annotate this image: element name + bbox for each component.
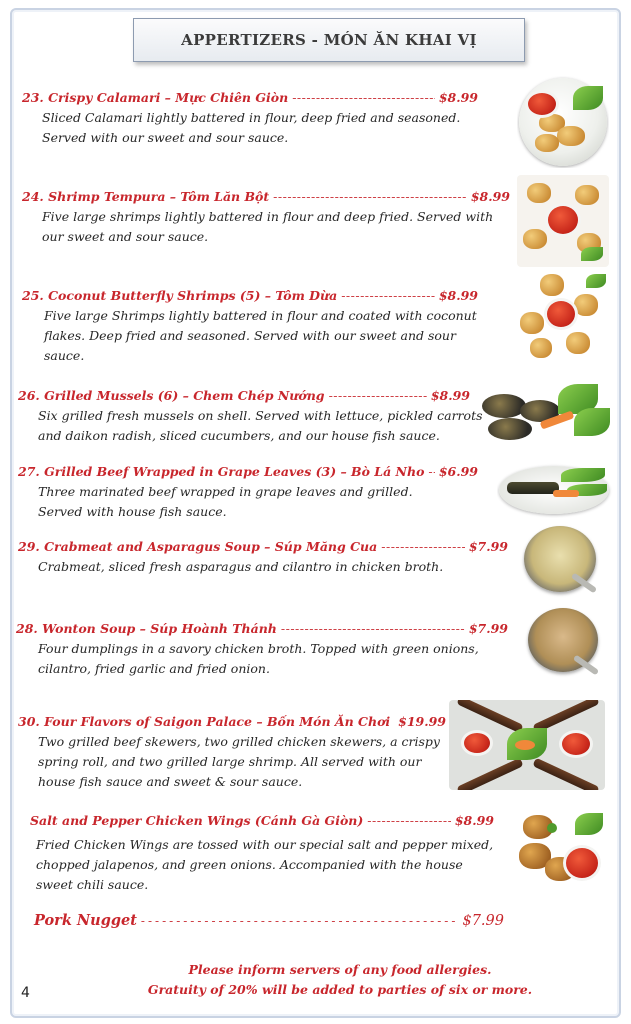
description-line: cilantro, fried garlic and fried onion. <box>38 661 270 676</box>
item-price: $7.99 <box>462 913 504 929</box>
item-title-line <box>30 813 494 828</box>
description-line: Served with house fish sauce. <box>38 504 227 519</box>
crispy-calamari-photo <box>517 76 609 168</box>
item-title-line <box>22 189 510 204</box>
description-line: our sweet and sour sauce. <box>42 229 209 244</box>
item-title-line <box>18 464 478 479</box>
description-line: Sliced Calamari lightly battered in flour, deep fried and seasoned. <box>42 110 461 125</box>
menu-item-30 <box>18 714 446 792</box>
description-line: spring roll, and two grilled large shrimp. All served with our <box>38 754 422 769</box>
item-title: 26. Grilled Mussels (6) – Chem Chép Nướng <box>18 388 325 403</box>
allergy-note: Please inform servers of any food allergies. <box>188 962 492 977</box>
item-description <box>22 207 510 247</box>
beef-grape-leaves-photo <box>497 460 613 518</box>
item-description <box>22 306 478 366</box>
description-line: house fish sauce and sweet & sour sauce. <box>38 774 303 789</box>
grilled-mussels-photo <box>478 380 613 448</box>
dot-leader <box>341 288 435 303</box>
item-price: $8.99 <box>430 388 470 403</box>
item-price: $8.99 <box>454 813 494 828</box>
menu-item-pork-nugget <box>34 912 504 929</box>
description-line: and daikon radish, sliced cucumbers, and our house fish sauce. <box>38 428 440 443</box>
section-header <box>133 18 525 62</box>
menu-item-28 <box>16 621 508 679</box>
item-description <box>18 406 488 446</box>
item-description <box>16 639 508 679</box>
menu-item-24 <box>22 189 510 247</box>
description-line: sweet chili sauce. <box>36 877 149 892</box>
description-line: Crabmeat, sliced fresh asparagus and cilantro in chicken broth. <box>38 559 444 574</box>
item-price: $7.99 <box>468 621 508 636</box>
menu-item-23 <box>22 90 478 148</box>
item-title-line <box>22 90 478 105</box>
item-title-line <box>34 912 504 929</box>
dot-leader <box>292 90 435 105</box>
item-price: $8.99 <box>470 189 510 204</box>
item-description <box>22 108 478 148</box>
dot-leader <box>367 813 451 828</box>
shrimp-tempura-photo <box>517 175 609 267</box>
description-line: Four dumplings in a savory chicken broth. Topped with green onions, <box>38 641 479 656</box>
dot-leader <box>381 539 465 554</box>
item-title: 25. Coconut Butterfly Shrimps (5) – Tôm Dừa <box>22 288 338 303</box>
item-description <box>18 732 458 792</box>
dot-leader <box>329 388 427 403</box>
item-title: 23. Crispy Calamari – Mực Chiên Giòn <box>22 90 289 105</box>
crabmeat-soup-photo <box>520 522 602 600</box>
item-description <box>30 835 510 895</box>
item-description <box>18 482 478 522</box>
item-title: 27. Grilled Beef Wrapped in Grape Leaves (3) – Bò Lá Nho <box>18 464 425 479</box>
four-flavors-photo <box>449 700 605 790</box>
menu-item-27 <box>18 464 478 522</box>
description-line: Two grilled beef skewers, two grilled chicken skewers, a crispy <box>38 734 440 749</box>
description-line: flakes. Deep fried and seasoned. Served with our sweet and sour sauce. <box>44 328 456 363</box>
dot-leader <box>428 464 434 479</box>
item-title-line <box>16 621 508 636</box>
description-line: Three marinated beef wrapped in grape leaves and grilled. <box>38 484 413 499</box>
page-number: 4 <box>21 985 30 1001</box>
dot-leader <box>141 914 459 928</box>
item-title: 29. Crabmeat and Asparagus Soup – Súp Măng Cua <box>18 539 378 554</box>
coconut-shrimp-photo <box>516 272 609 364</box>
item-title-line <box>18 539 508 554</box>
item-title: Salt and Pepper Chicken Wings (Cánh Gà Giòn) <box>30 813 364 828</box>
item-title: Pork Nugget <box>34 912 137 929</box>
menu-item-29 <box>18 539 508 577</box>
wonton-soup-photo <box>524 604 604 682</box>
description-line: Served with our sweet and sour sauce. <box>42 130 289 145</box>
dot-leader <box>273 189 467 204</box>
item-price: $8.99 <box>438 90 478 105</box>
menu-item-25 <box>22 288 478 366</box>
gratuity-note: Gratuity of 20% will be added to parties of six or more. <box>147 982 533 997</box>
chicken-wings-photo <box>517 805 609 895</box>
item-description <box>18 557 508 577</box>
item-title-line <box>18 714 446 729</box>
description-line: chopped jalapenos, and green onions. Accompanied with the house <box>36 857 463 872</box>
item-title-line <box>18 388 470 403</box>
item-price: $19.99 <box>398 714 446 729</box>
item-title: 30. Four Flavors of Saigon Palace – Bốn Món Ăn Chơi <box>18 714 391 729</box>
section-title: APPERTIZERS - MÓN ĂN KHAI VỊ <box>181 31 477 49</box>
description-line: Six grilled fresh mussels on shell. Served with lettuce, pickled carrots <box>38 408 483 423</box>
dot-leader <box>281 621 465 636</box>
item-price: $7.99 <box>468 539 508 554</box>
item-title-line <box>22 288 478 303</box>
description-line: Five large shrimps lightly battered in flour and deep fried. Served with <box>42 209 494 224</box>
description-line: Fried Chicken Wings are tossed with our special salt and pepper mixed, <box>36 837 494 852</box>
item-price: $8.99 <box>438 288 478 303</box>
menu-item-chicken-wings <box>30 813 494 895</box>
item-title: 24. Shrimp Tempura – Tôm Lăn Bột <box>22 189 270 204</box>
description-line: Five large Shrimps lightly battered in flour and coated with coconut <box>44 308 477 323</box>
menu-item-26 <box>18 388 483 446</box>
item-price: $6.99 <box>438 464 478 479</box>
item-title: 28. Wonton Soup – Súp Hoành Thánh <box>16 621 277 636</box>
